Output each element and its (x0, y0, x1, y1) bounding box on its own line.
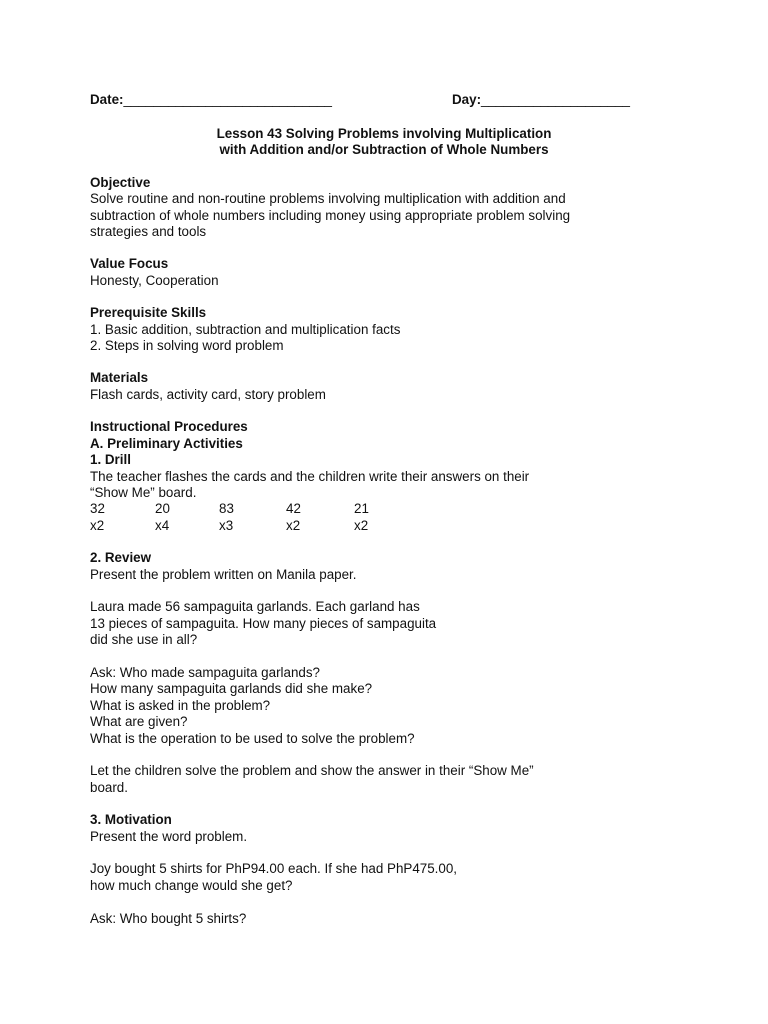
flashcard (90, 501, 105, 534)
flashcard (354, 501, 369, 534)
flashcard-multiplier: x2 (90, 517, 105, 533)
flashcard-number: 20 (155, 501, 170, 517)
review-problem-line: did she use in all? (90, 632, 198, 648)
review-section (90, 550, 690, 796)
motivation-heading: 3. Motivation (90, 812, 172, 828)
day-field (452, 92, 630, 108)
lesson-title-line-1: Lesson 43 Solving Problems involving Multiplication (216, 126, 552, 141)
prerequisite-heading: Prerequisite Skills (90, 305, 207, 321)
procedures-heading: Instructional Procedures (90, 419, 248, 435)
objective-section (90, 175, 690, 241)
prerequisite-item: 2. Steps in solving word problem (90, 338, 284, 354)
lesson-title (90, 126, 678, 159)
flashcard (286, 501, 301, 534)
review-intro: Present the problem written on Manila paper. (90, 566, 357, 582)
flashcard-multiplier: x2 (286, 517, 301, 533)
objective-heading: Objective (90, 174, 151, 190)
review-question: How many sampaguita garlands did she make? (90, 681, 373, 697)
review-heading: 2. Review (90, 550, 152, 566)
preliminary-activities-heading: A. Preliminary Activities (90, 435, 243, 451)
value-focus-heading: Value Focus (90, 256, 169, 272)
value-focus-section (90, 256, 690, 289)
flashcard-number: 83 (219, 501, 234, 517)
procedures-section (90, 419, 690, 534)
review-closing-line: board. (90, 779, 128, 795)
motivation-intro: Present the word problem. (90, 828, 248, 844)
motivation-question: Ask: Who bought 5 shirts? (90, 910, 247, 926)
flashcard-number: 21 (354, 501, 369, 517)
day-blank: ____________________ (481, 92, 630, 107)
prerequisite-section (90, 305, 690, 354)
worksheet-page (90, 92, 690, 927)
drill-instruction-line: The teacher flashes the cards and the children write their answers on their (90, 468, 530, 484)
motivation-section (90, 812, 690, 927)
flashcard-multiplier: x4 (155, 517, 170, 533)
value-focus-text: Honesty, Cooperation (90, 272, 219, 288)
materials-text: Flash cards, activity card, story problem (90, 386, 326, 402)
drill-heading: 1. Drill (90, 452, 131, 468)
review-problem-line: Laura made 56 sampaguita garlands. Each garland has (90, 599, 420, 615)
objective-line: Solve routine and non-routine problems involving multiplication with addition and (90, 191, 566, 207)
date-blank: ____________________________ (123, 92, 333, 107)
date-day-row (90, 92, 690, 110)
drill-flashcards (90, 501, 690, 534)
motivation-problem-line: how much change would she get? (90, 877, 293, 893)
review-problem-line: 13 pieces of sampaguita. How many pieces of sampaguita (90, 615, 437, 631)
flashcard-number: 42 (286, 501, 301, 517)
review-question: What are given? (90, 714, 188, 730)
prerequisite-item: 1. Basic addition, subtraction and multiplication facts (90, 321, 401, 337)
materials-heading: Materials (90, 370, 149, 386)
flashcard-multiplier: x3 (219, 517, 234, 533)
lesson-title-line-2: with Addition and/or Subtraction of Whole Numbers (219, 142, 549, 158)
objective-line: strategies and tools (90, 224, 207, 240)
motivation-problem-line: Joy bought 5 shirts for PhP94.00 each. If she had PhP475.00, (90, 861, 458, 877)
flashcard-multiplier: x2 (354, 517, 369, 533)
review-question: What is asked in the problem? (90, 697, 271, 713)
date-field (90, 92, 332, 108)
flashcard (155, 501, 170, 534)
day-label: Day: (452, 92, 482, 107)
review-question: What is the operation to be used to solve the problem? (90, 730, 415, 746)
review-closing-line: Let the children solve the problem and show the answer in their “Show Me” (90, 763, 534, 779)
flashcard (219, 501, 234, 534)
materials-section (90, 370, 690, 403)
date-label: Date: (90, 92, 124, 107)
review-question: Ask: Who made sampaguita garlands? (90, 664, 320, 680)
drill-instruction-line: “Show Me” board. (90, 484, 197, 500)
flashcard-number: 32 (90, 501, 105, 517)
objective-line: subtraction of whole numbers including money using appropriate problem solving (90, 207, 571, 223)
